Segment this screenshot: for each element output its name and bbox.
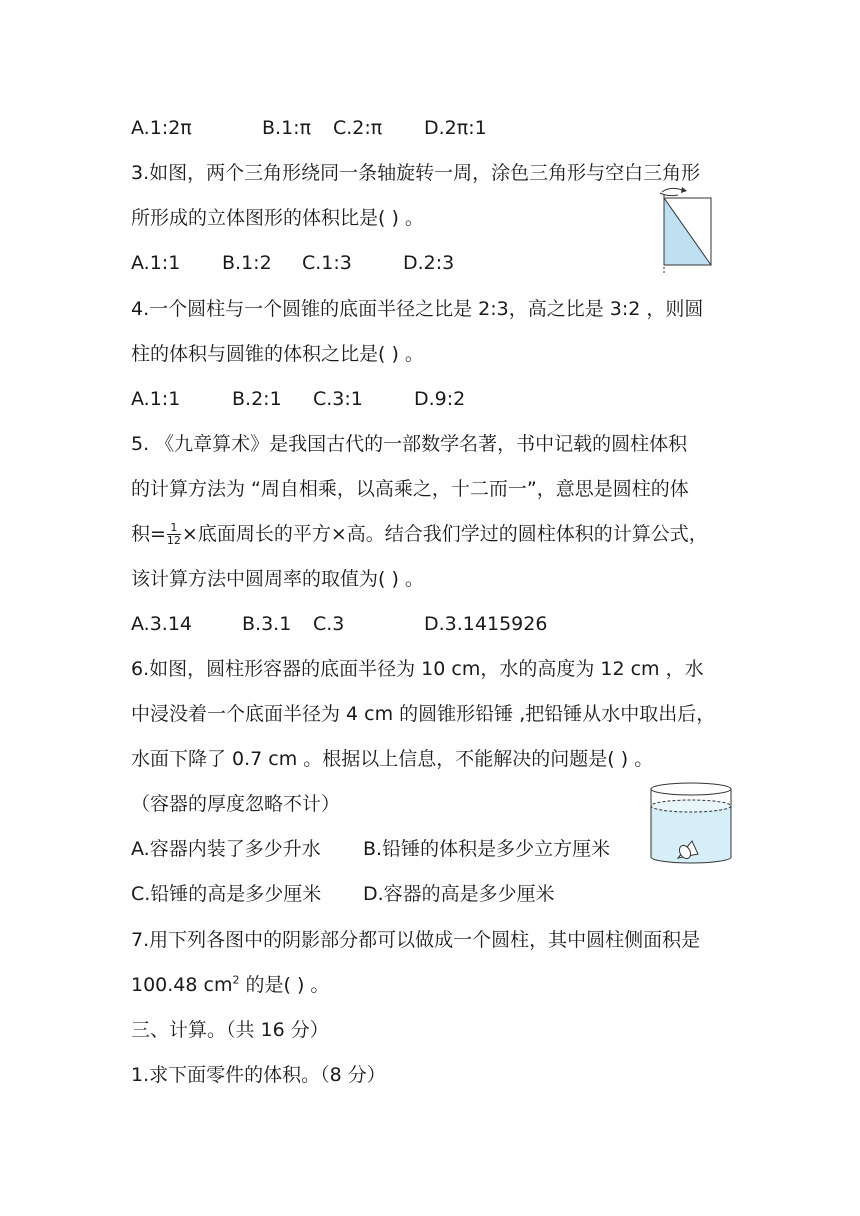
q5-fraction-denominator: 12 <box>166 534 181 547</box>
q2-option-c: C.2:π <box>333 117 383 139</box>
q6-cylinder-container-figure <box>646 778 736 868</box>
q5-stem-line3 <box>131 522 708 547</box>
q3-option-c: C.1:3 <box>302 252 352 274</box>
q5-option-d: D.3.1415926 <box>424 613 548 635</box>
section3-title: 三、计算。（共 16 分） <box>131 1019 329 1041</box>
q2-option-b: B.1:π <box>262 117 312 139</box>
q5-stem-line1: 5. 《九章算术》是我国古代的一部数学名著，书中记载的圆柱体积 <box>131 433 688 455</box>
q5-fraction <box>167 522 181 547</box>
q5-formula-suffix: ×底面周长的平方×高。结合我们学过的圆柱体积的计算公式， <box>181 523 708 545</box>
q6-option-d: D.容器的高是多少厘米 <box>363 883 555 905</box>
q4-option-c: C.3:1 <box>313 388 363 410</box>
q6-option-a: A.容器内装了多少升水 <box>131 838 321 860</box>
q3-option-b: B.1:2 <box>222 252 272 274</box>
q5-stem-line2: 的计算方法为 “周自相乘，以高乘之，十二而一”，意思是圆柱的体 <box>131 478 689 500</box>
q3-option-a: A.1:1 <box>131 252 181 274</box>
q4-stem-line1: 4.一个圆柱与一个圆锥的底面半径之比是 2:3，高之比是 3:2 ，则圆 <box>131 298 704 320</box>
q5-option-b: B.3.1 <box>242 613 292 635</box>
q5-stem-line4: 该计算方法中圆周率的取值为( ) 。 <box>131 568 424 590</box>
section3-q1: 1.求下面零件的体积。（8 分） <box>131 1064 386 1086</box>
q4-option-b: B.2:1 <box>232 388 282 410</box>
q5-option-c: C.3 <box>313 613 345 635</box>
q4-stem-line2: 柱的体积与圆锥的体积之比是( ) 。 <box>131 343 424 365</box>
q2-option-d: D.2π:1 <box>424 117 487 139</box>
q6-stem-line3: 水面下降了 0.7 cm 。根据以上信息，不能解决的问题是( ) 。 <box>131 748 654 770</box>
q7-stem-suffix: 的是( ) 。 <box>239 974 330 996</box>
q5-option-a: A.3.14 <box>131 613 193 635</box>
q6-stem-line2: 中浸没着一个底面半径为 4 cm 的圆锥形铅锤 ,把铅锤从水中取出后， <box>131 703 716 725</box>
q4-option-a: A.1:1 <box>131 388 181 410</box>
q6-option-c: C.铅锤的高是多少厘米 <box>131 883 322 905</box>
q5-fraction-numerator: 1 <box>167 522 181 535</box>
q7-area-exponent: 2 <box>232 973 240 987</box>
q3-option-d: D.2:3 <box>403 252 455 274</box>
q3-triangle-rotation-figure <box>652 183 718 277</box>
q3-stem-line2: 所形成的立体图形的体积比是( ) 。 <box>131 207 424 229</box>
q4-option-d: D.9:2 <box>414 388 466 410</box>
q3-stem-line1: 3.如图，两个三角形绕同一条轴旋转一周，涂色三角形与空白三角形 <box>131 162 701 184</box>
q2-option-a: A.1:2π <box>131 117 192 139</box>
q6-stem-line4: （容器的厚度忽略不计） <box>131 793 341 815</box>
q7-area-value: 100.48 cm <box>131 974 233 996</box>
q6-stem-line1: 6.如图，圆柱形容器的底面半径为 10 cm，水的高度为 12 cm ，水 <box>131 658 704 680</box>
q5-formula-prefix: 积= <box>131 523 166 545</box>
q7-stem-line1: 7.用下列各图中的阴影部分都可以做成一个圆柱，其中圆柱侧面积是 <box>131 929 701 951</box>
q7-stem-line2 <box>131 973 329 997</box>
q6-option-b: B.铅锤的体积是多少立方厘米 <box>363 838 611 860</box>
